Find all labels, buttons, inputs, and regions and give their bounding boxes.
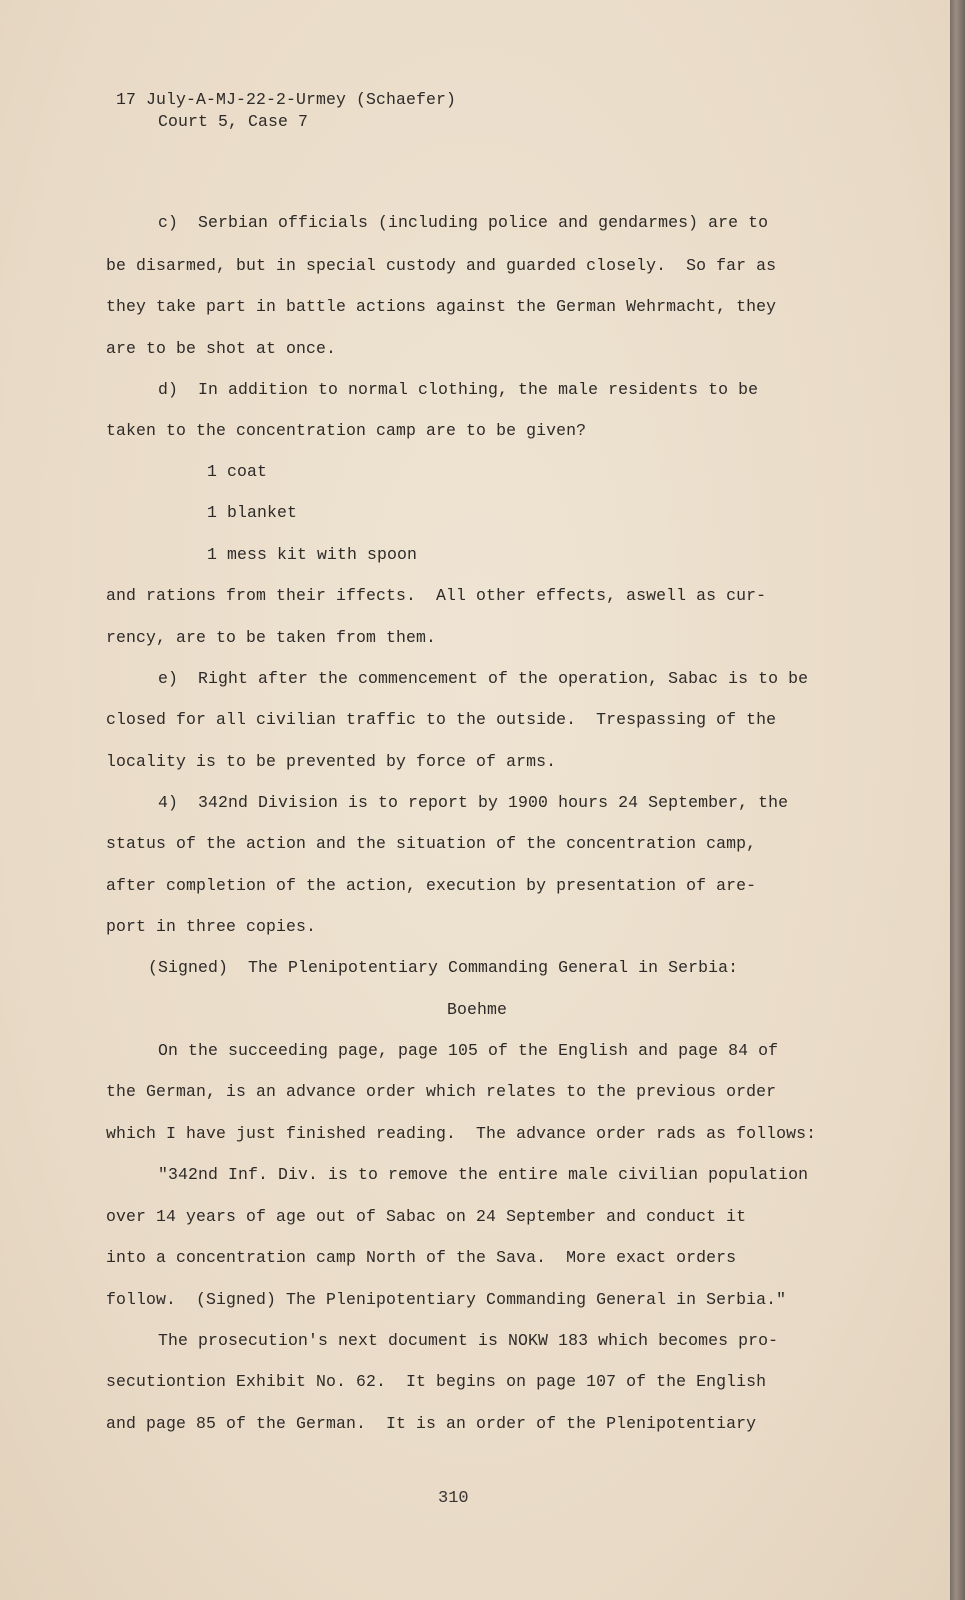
paragraph-d-line-1: d) In addition to normal clothing, the male residents to be [158,380,759,399]
advance-order-line-2: over 14 years of age out of Sabac on 24 September and conduct it [106,1207,747,1226]
paragraph-d-line-4: rency, are to be taken from them. [106,628,437,647]
narration-line-3: which I have just finished reading. The advance order rads as follows: [106,1124,817,1143]
paragraph-c-line-2: be disarmed, but in special custody and guarded closely. So far as [106,256,777,275]
paragraph-d-line-3: and rations from their iffects. All other effects, aswell as cur- [106,586,767,605]
signature-line: (Signed) The Plenipotentiary Commanding General in Serbia: [148,958,739,977]
prosecution-line-3: and page 85 of the German. It is an order of the Plenipotentiary [106,1414,757,1433]
signature-name: Boehme [447,1000,508,1019]
paragraph-c-line-4: are to be shot at once. [106,339,337,358]
advance-order-line-1: "342nd Inf. Div. is to remove the entire male civilian population [158,1165,809,1184]
advance-order-line-3: into a concentration camp North of the Sava. More exact orders [106,1248,737,1267]
header-line-1: 17 July-A-MJ-22-2-Urmey (Schaefer) [116,90,457,109]
paragraph-4-line-3: after completion of the action, execution by presentation of are- [106,876,757,895]
paragraph-e-line-1: e) Right after the commencement of the operation, Sabac is to be [158,669,809,688]
narration-line-1: On the succeeding page, page 105 of the English and page 84 of [158,1041,779,1060]
list-item-coat: 1 coat [207,462,268,481]
prosecution-line-1: The prosecution's next document is NOKW 183 which becomes pro- [158,1331,779,1350]
paragraph-d-line-2: taken to the concentration camp are to be given? [106,421,587,440]
advance-order-line-4: follow. (Signed) The Plenipotentiary Commanding General in Serbia." [106,1290,787,1309]
narration-line-2: the German, is an advance order which relates to the previous order [106,1082,777,1101]
page-edge-background [950,0,965,1600]
paragraph-4-line-2: status of the action and the situation of the concentration camp, [106,834,757,853]
list-item-blanket: 1 blanket [207,503,298,522]
paragraph-c-line-1: c) Serbian officials (including police and gendarmes) are to [158,213,769,232]
paragraph-4-line-1: 4) 342nd Division is to report by 1900 hours 24 September, the [158,793,789,812]
paragraph-c-line-3: they take part in battle actions against the German Wehrmacht, they [106,297,777,316]
list-item-mess-kit: 1 mess kit with spoon [207,545,418,564]
page-number: 310 [438,1489,469,1508]
header-line-2: Court 5, Case 7 [158,112,309,131]
prosecution-line-2: secutiontion Exhibit No. 62. It begins on page 107 of the English [106,1372,767,1391]
paragraph-e-line-3: locality is to be prevented by force of arms. [106,752,557,771]
paragraph-e-line-2: closed for all civilian traffic to the outside. Trespassing of the [106,710,777,729]
paragraph-4-line-4: port in three copies. [106,917,317,936]
